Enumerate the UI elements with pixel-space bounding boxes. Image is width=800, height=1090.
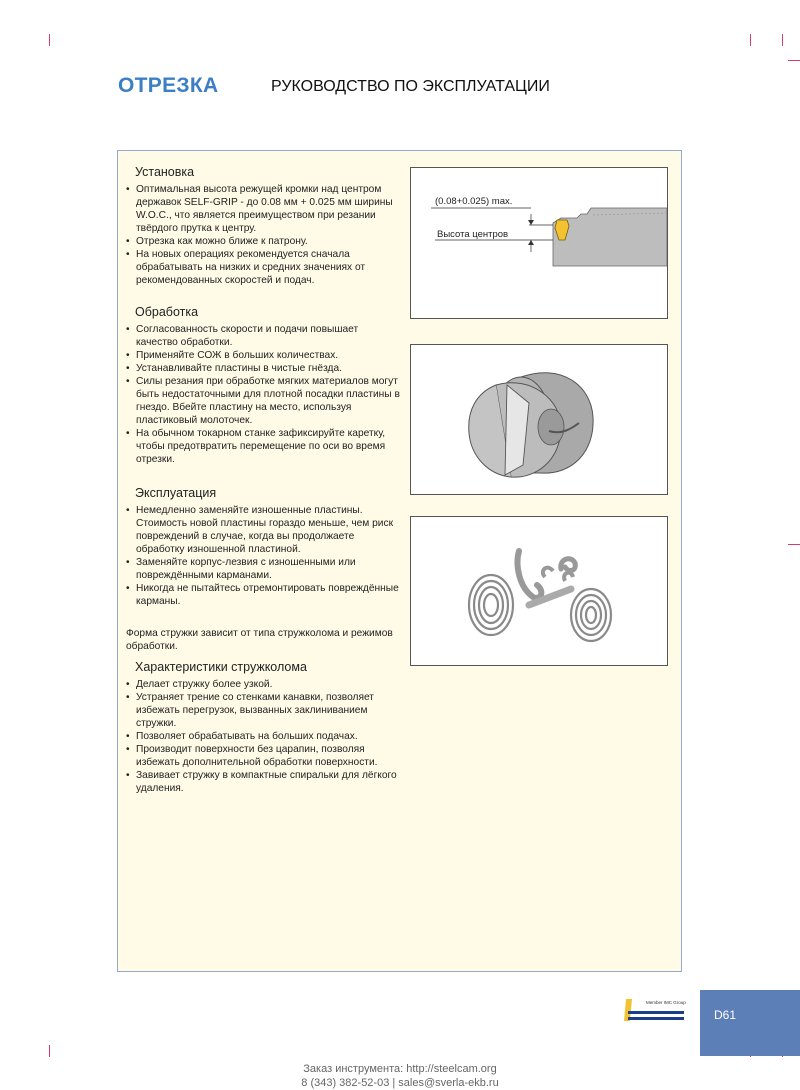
content-panel	[117, 150, 682, 972]
bullet-list	[126, 323, 402, 466]
insert-seating-figure	[410, 344, 668, 495]
list-item: • Никогда не пытайтесь отремонтировать повреждённые карманы.	[126, 582, 402, 608]
center-height-diagram	[411, 168, 667, 318]
iscar-logo	[624, 997, 686, 1023]
list-item: • Завивает стружку в компактные спиральки для лёгкого удаления.	[126, 769, 402, 795]
chip-form-note: Форма стружки зависит от типа стружколома и режимов обработки.	[126, 628, 393, 652]
section-title: Установка	[135, 165, 195, 179]
list-item: • Отрезка как можно ближе к патрону.	[126, 235, 402, 248]
list-item: • Заменяйте корпус-лезвия с изношенными или повреждёнными карманами.	[126, 556, 402, 582]
chip-forms-figure	[410, 516, 668, 666]
crop-mark	[49, 34, 50, 46]
section-setup	[126, 166, 402, 287]
list-item: • На новых операциях рекомендуется сначала обрабатывать на низких и средних значениях от рекомендованных скоростей и подач.	[126, 248, 402, 287]
center-height-figure	[410, 167, 668, 319]
crop-mark	[782, 34, 783, 46]
page-title: ОТРЕЗКА	[118, 74, 219, 97]
list-item: • Силы резания при обработке мягких материалов могут быть недостаточными для плотной посадки пластины в гнездо. Вбейте пластину на место, используя пластиковый молоточек.	[126, 375, 402, 427]
bullet-list	[126, 183, 402, 287]
section-title: Обработка	[135, 305, 199, 319]
list-item: • Немедленно заменяйте изношенные пластины. Стоимость новой пластины гораздо меньше, чем риск повреждений в случае, когда вы продолжаете обработку изношенной пластиной.	[126, 504, 402, 556]
insert-seating-illustration	[411, 345, 667, 494]
page-number-badge	[700, 990, 800, 1056]
list-item: • Делает стружку более узкой.	[126, 678, 402, 691]
section-chipbreaker	[126, 661, 402, 795]
page-subtitle: РУКОВОДСТВО ПО ЭКСПЛУАТАЦИИ	[271, 78, 550, 95]
list-item: • На обычном токарном станке зафиксируйте каретку, чтобы предотвратить перемещение по оси во время отрезки.	[126, 427, 402, 466]
list-item: • Применяйте СОЖ в больших количествах.	[126, 349, 402, 362]
chip-spirals-illustration	[411, 517, 667, 665]
footer-contact-line: 8 (343) 382-52-03 | sales@sverla-ekb.ru	[301, 1077, 499, 1089]
footer-order-line: Заказ инструмента: http://steelcam.org	[303, 1063, 497, 1075]
list-item: • Производит поверхности без царапин, позволяя избежать дополнительной обработки поверхности.	[126, 743, 402, 769]
section-operation	[126, 487, 402, 653]
center-height-label: Высота центров	[437, 229, 509, 240]
crop-mark	[49, 1045, 50, 1057]
bullet-list	[126, 504, 402, 608]
section-title: Характеристики стружколома	[135, 660, 307, 674]
list-item: • Устанавливайте пластины в чистые гнёзда.	[126, 362, 402, 375]
logo-member-text: Member IMC Group	[646, 1000, 686, 1005]
dimension-label: (0.08+0.025) max.	[435, 196, 513, 207]
list-item: • Устраняет трение со стенками канавки, позволяет избежать перегрузок, вызванных заклиниванием стружки.	[126, 691, 402, 730]
list-item: • Оптимальная высота режущей кромки над центром державок SELF-GRIP - до 0.08 мм + 0.025 мм ширины W.O.C., что является преимуществом при резании твёрдого прутка к центру.	[126, 183, 402, 235]
list-item: • Согласованность скорости и подачи повышает качество обработки.	[126, 323, 402, 349]
bullet-list	[126, 678, 402, 795]
crop-mark	[788, 60, 800, 61]
crop-mark	[750, 34, 751, 46]
section-machining	[126, 306, 402, 466]
section-title: Эксплуатация	[135, 486, 217, 500]
page-number: D61	[714, 1008, 737, 1022]
list-item: • Позволяет обрабатывать на больших подачах.	[126, 730, 402, 743]
crop-mark	[788, 544, 800, 545]
